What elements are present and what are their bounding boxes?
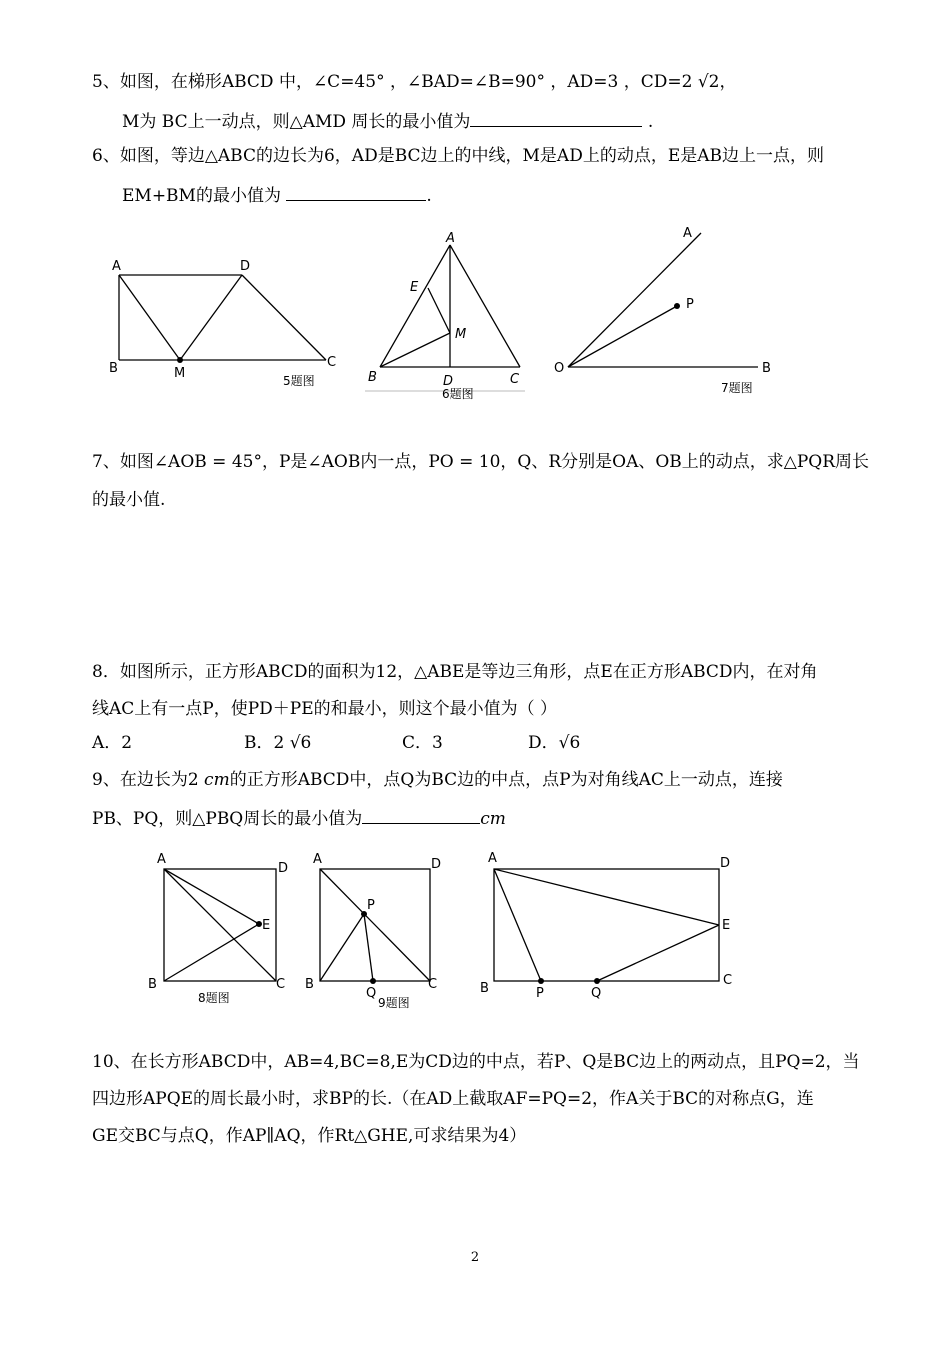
fig10-label-q: Q bbox=[591, 986, 602, 1001]
fig8-label-c: C bbox=[276, 977, 286, 992]
fig10-segment-ap bbox=[494, 869, 541, 981]
fig10-label-c: C bbox=[723, 973, 733, 988]
page-number: 2 bbox=[470, 1250, 480, 1265]
q5-line2-text: M为 BC上一动点，则△AMD 周长的最小值为 bbox=[122, 112, 471, 132]
fig9-label-c: C bbox=[428, 977, 438, 992]
fig9-diagonal-ac bbox=[320, 869, 430, 981]
fig8-label-d: D bbox=[278, 861, 289, 876]
q9-line1-text-b: 的正方形ABCD中，点Q为BC边的中点，点P为对角线AC上一动点，连接 bbox=[229, 770, 783, 790]
fig9-label-a: A bbox=[313, 852, 322, 867]
fig10-label-d: D bbox=[720, 856, 731, 871]
q8-option-d: D．√6 bbox=[528, 733, 581, 753]
fig6-label-m: M bbox=[455, 327, 467, 342]
fig6-segment-ac bbox=[450, 245, 520, 367]
q9-unit-cm: cm bbox=[204, 770, 230, 790]
fig10-label-b: B bbox=[480, 981, 489, 996]
q9-line1-text-a: 9、在边长为2 bbox=[92, 770, 205, 790]
figure-5 bbox=[100, 250, 350, 400]
fig5-segment-dc bbox=[242, 275, 326, 360]
fig6-label-d: D bbox=[443, 374, 454, 389]
answer-blank bbox=[286, 182, 426, 201]
q9-unit-cm-2: cm bbox=[480, 809, 506, 829]
answer-blank bbox=[470, 108, 642, 127]
figure-10 bbox=[475, 845, 750, 1005]
fig10-point-p bbox=[538, 978, 544, 984]
fig8-segment-be bbox=[164, 924, 259, 981]
fig7-label-b: B bbox=[762, 361, 771, 376]
fig10-segment-qe bbox=[597, 925, 719, 981]
fig9-segment-bp bbox=[320, 914, 364, 981]
fig7-label-a: A bbox=[683, 226, 692, 241]
q9-line2-text: PB、PQ，则△PBQ周长的最小值为 bbox=[92, 809, 363, 829]
q10-line1: 10、在长方形ABCD中，AB=4,BC=8,E为CD边的中点，若P、Q是BC边上的两动点，且PQ=2，当 bbox=[92, 1052, 860, 1072]
fig5-label-d: D bbox=[240, 259, 251, 274]
fig9-label-q: Q bbox=[366, 986, 377, 1001]
q5-line2 bbox=[122, 108, 653, 134]
fig5-label-c: C bbox=[327, 355, 337, 370]
figure-6 bbox=[360, 225, 535, 405]
fig6-label-b: B bbox=[368, 370, 377, 385]
fig8-label-a: A bbox=[157, 852, 166, 867]
q10-line2: 四边形APQE的周长最小时，求BP的长.（在AD上截取AF=PQ=2，作A关于BC的对称点G，连 bbox=[92, 1089, 814, 1109]
q8-option-b: B．2 √6 bbox=[244, 733, 312, 753]
q6-line1: 6、如图，等边△ABC的边长为6，AD是BC边上的中线，M是AD上的动点，E是AB边上一点，则 bbox=[92, 146, 825, 166]
fig6-label-a: A bbox=[446, 231, 455, 246]
fig7-label-p: P bbox=[686, 297, 694, 312]
fig10-point-q bbox=[594, 978, 600, 984]
q10-line3: GE交BC与点Q，作AP∥AQ，作Rt△GHE,可求结果为4） bbox=[92, 1126, 527, 1146]
q7-line2: 的最小值. bbox=[92, 490, 166, 510]
q6-line2-text: EM+BM的最小值为 bbox=[122, 186, 287, 206]
fig5-caption: 5题图 bbox=[283, 374, 315, 388]
fig9-label-p: P bbox=[367, 898, 375, 913]
q8-option-c: C．3 bbox=[402, 733, 443, 753]
q6-line2-suffix: . bbox=[426, 186, 432, 206]
fig5-segment-am bbox=[119, 275, 180, 360]
fig9-caption: 9题图 bbox=[378, 996, 410, 1010]
fig6-label-e: E bbox=[410, 280, 419, 295]
fig10-rectangle-abcd bbox=[494, 869, 719, 981]
fig10-label-a: A bbox=[488, 851, 497, 866]
fig7-point-p bbox=[674, 303, 680, 309]
fig10-label-p: P bbox=[536, 986, 544, 1001]
fig5-label-b: B bbox=[109, 361, 118, 376]
fig5-label-m: M bbox=[174, 366, 186, 381]
fig6-segment-ab bbox=[380, 245, 450, 367]
fig5-segment-dm bbox=[180, 275, 242, 360]
q6-line2 bbox=[122, 182, 432, 208]
fig6-segment-em bbox=[428, 288, 450, 333]
fig8-label-e: E bbox=[262, 918, 271, 933]
fig7-label-o: O bbox=[554, 361, 565, 376]
fig6-caption: 6题图 bbox=[442, 387, 474, 401]
figure-8 bbox=[140, 845, 300, 1010]
answer-blank bbox=[362, 805, 480, 824]
fig10-segment-ae bbox=[494, 869, 719, 925]
fig5-label-a: A bbox=[112, 259, 121, 274]
q5-line1: 5、如图，在梯形ABCD 中，∠C=45° ，∠BAD=∠B=90° ，AD=3 ，CD=2 √2， bbox=[92, 72, 737, 92]
figure-7 bbox=[550, 220, 785, 400]
q8-option-a: A．2 bbox=[92, 733, 133, 753]
fig9-label-d: D bbox=[431, 857, 442, 872]
fig7-ray-oa bbox=[568, 233, 701, 367]
q8-line1: 8．如图所示，正方形ABCD的面积为12，△ABE是等边三角形，点E在正方形ABCD内，在对角 bbox=[92, 662, 818, 682]
fig8-label-b: B bbox=[148, 977, 157, 992]
fig7-segment-op bbox=[568, 306, 677, 367]
fig10-label-e: E bbox=[722, 918, 731, 933]
q8-line2: 线AC上有一点P，使PD＋PE的和最小，则这个最小值为（ ） bbox=[92, 699, 558, 719]
fig9-segment-pq bbox=[364, 914, 373, 981]
fig8-caption: 8题图 bbox=[198, 991, 230, 1005]
q9-line2 bbox=[92, 805, 506, 831]
fig9-label-b: B bbox=[305, 977, 314, 992]
q9-line1 bbox=[92, 768, 783, 792]
fig5-point-m bbox=[177, 357, 183, 363]
fig7-caption: 7题图 bbox=[721, 381, 753, 395]
fig6-label-c: C bbox=[510, 372, 520, 387]
q7-line1: 7、如图∠AOB = 45°，P是∠AOB内一点，PO = 10，Q、R分别是OA、OB上的动点，求△PQR周长 bbox=[92, 452, 870, 472]
q5-line2-suffix: . bbox=[642, 112, 654, 132]
figure-9 bbox=[300, 845, 460, 1015]
fig9-point-q bbox=[370, 978, 376, 984]
